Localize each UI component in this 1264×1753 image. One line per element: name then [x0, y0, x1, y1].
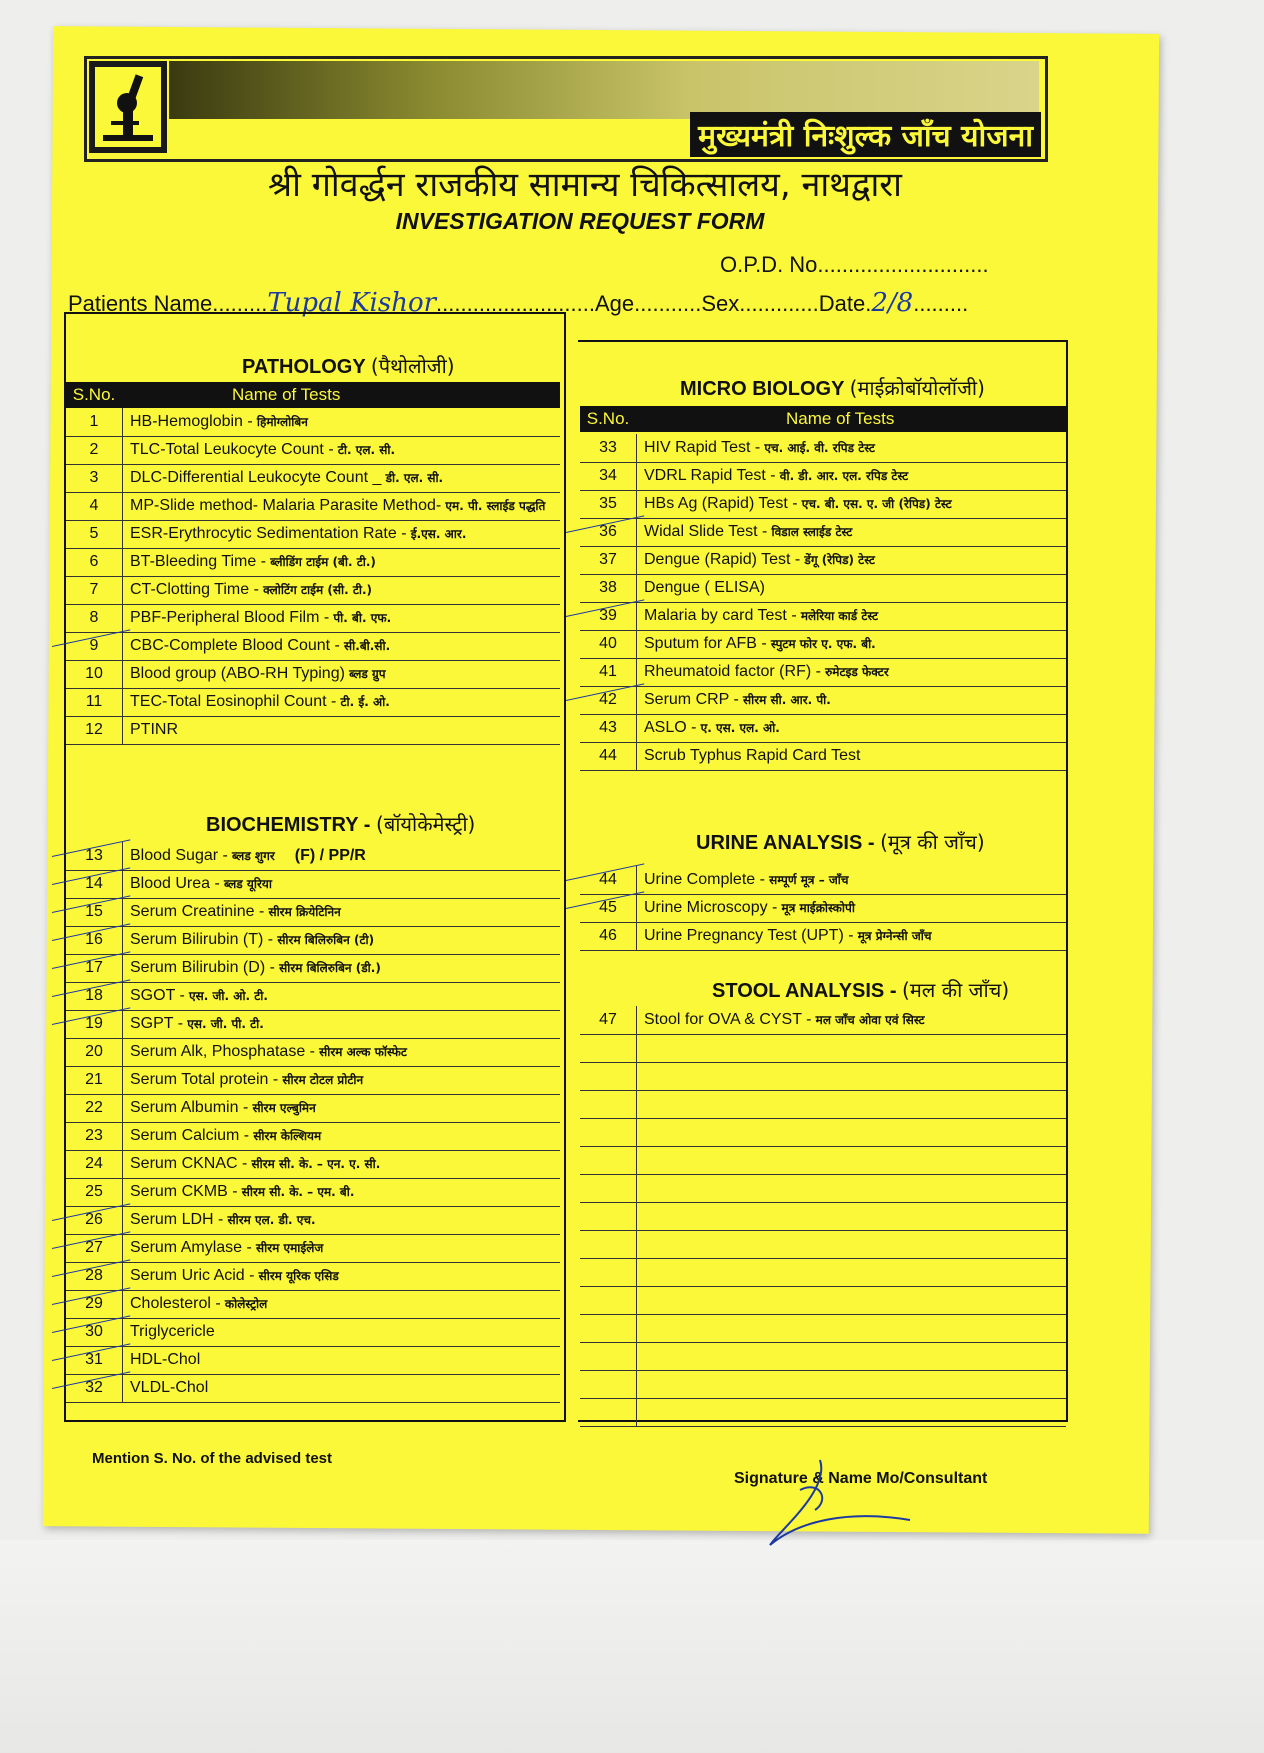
test-name-hindi: सीरम सी. के. – एन. ए. सी.: [247, 1157, 381, 1171]
test-name-hindi: एम. पी. स्लाईड पद्धति: [441, 499, 546, 513]
row-serial-number: 8: [66, 604, 123, 632]
row-test-name: [130, 1290, 267, 1318]
table-row: [580, 574, 1066, 603]
row-test-name: [644, 686, 831, 714]
row-test-name: [644, 434, 875, 462]
row-serial-number: [580, 1090, 637, 1118]
test-name-english: ASLO -: [644, 719, 697, 736]
test-name-hindi: सी.बी.सी.: [339, 639, 391, 653]
table-row: [66, 1234, 560, 1263]
table-row: [66, 632, 560, 661]
test-name-english: Serum LDH -: [130, 1211, 224, 1228]
row-serial-number: [580, 1370, 637, 1398]
test-name-english: Blood group (ABO-RH Typing): [130, 665, 345, 682]
scheme-title: मुख्यमंत्री निःशुल्क जाँच योजना: [690, 112, 1041, 157]
test-name-english: HB-Hemoglobin -: [130, 413, 253, 430]
test-name-hindi: ब्लड ग्रुप: [344, 667, 386, 681]
row-serial-number: 15: [66, 898, 123, 926]
test-name-english: CT-Clotting Time -: [130, 581, 259, 598]
table-row: [580, 602, 1066, 631]
test-name-hindi: एस. जी. ओ. टी.: [184, 989, 268, 1003]
header-banner: [84, 56, 1048, 162]
microbiology-title: MICRO BIOLOGY (माईक्रोबॉयोलॉजी): [680, 376, 985, 400]
test-name-hindi: सीरम एल्बुमिन: [248, 1101, 316, 1115]
empty-row: [580, 1146, 1066, 1175]
age-label: Age: [594, 291, 635, 316]
table-row: [580, 866, 1066, 895]
test-name-english: PBF-Peripheral Blood Film -: [130, 609, 330, 626]
table-row: [66, 716, 560, 745]
opd-field: O.P.D. No............................: [720, 252, 989, 277]
row-serial-number: 44: [580, 866, 637, 894]
row-test-name: [644, 866, 849, 894]
row-serial-number: 32: [66, 1374, 123, 1402]
test-name-hindi: विडाल स्लाईड टेस्ट: [767, 525, 853, 539]
row-test-name: [130, 926, 374, 954]
test-name-english: Serum Amylase -: [130, 1239, 252, 1256]
test-name-hindi: टी. एल. सी.: [333, 443, 396, 457]
empty-row: [580, 1398, 1066, 1427]
row-serial-number: 9: [66, 632, 123, 660]
test-name-english: VDRL Rapid Test -: [644, 467, 776, 484]
row-serial-number: 37: [580, 546, 637, 574]
row-serial-number: 16: [66, 926, 123, 954]
row-test-name: [644, 630, 876, 658]
test-name-english: DLC-Differential Leukocyte Count _: [130, 469, 382, 486]
stool-title: STOOL ANALYSIS - (मल की जाँच): [712, 978, 1010, 1002]
row-serial-number: [580, 1118, 637, 1146]
test-name-hindi: एच. आई. वी. रपिड टेस्ट: [760, 441, 875, 455]
row-serial-number: 23: [66, 1122, 123, 1150]
sex-label: Sex: [701, 291, 740, 316]
row-test-name: [130, 492, 545, 520]
row-serial-number: 2: [66, 436, 123, 464]
row-serial-number: 21: [66, 1066, 123, 1094]
row-serial-number: 19: [66, 1010, 123, 1038]
row-test-name: [644, 518, 852, 546]
row-test-name: [644, 714, 780, 742]
test-name-english: Blood Urea -: [130, 875, 220, 892]
signature-scribble: [760, 1450, 920, 1560]
table-row: [66, 1290, 560, 1319]
row-test-name: [130, 898, 341, 926]
table-row: [580, 894, 1066, 923]
table-row: [66, 1346, 560, 1375]
table-row: [66, 1150, 560, 1179]
test-name-hindi: वी. डी. आर. एल. रपिड टेस्ट: [775, 469, 909, 483]
test-name-english: HDL-Chol: [130, 1351, 201, 1368]
row-serial-number: [580, 1258, 637, 1286]
row-serial-number: 42: [580, 686, 637, 714]
empty-row: [580, 1258, 1066, 1287]
table-row: [580, 686, 1066, 715]
empty-row: [580, 1370, 1066, 1399]
test-name-english: BT-Bleeding Time -: [130, 553, 267, 570]
test-name-english: Serum Total protein -: [130, 1071, 279, 1088]
row-test-name: [130, 1122, 321, 1150]
table-row: [66, 870, 560, 899]
test-name-english: Malaria by card Test -: [644, 607, 797, 624]
test-name-hindi: सीरम एमाईलेज: [251, 1241, 324, 1255]
row-serial-number: 28: [66, 1262, 123, 1290]
test-name-english: Serum Albumin -: [130, 1099, 249, 1116]
row-test-name: [130, 1094, 316, 1122]
test-name-hindi: डी. एल. सी.: [381, 471, 444, 485]
row-test-name: [130, 436, 395, 464]
test-name-hindi: सीरम बिलिरुबिन (टी): [273, 933, 375, 947]
row-test-name: [130, 1234, 323, 1262]
table-row: [66, 604, 560, 633]
microscope-icon: [89, 61, 167, 153]
test-name-hindi: स्पुटम फोर ए. एफ. बी.: [766, 637, 876, 651]
empty-row: [580, 1062, 1066, 1091]
row-serial-number: 26: [66, 1206, 123, 1234]
row-test-name: [130, 632, 390, 660]
empty-row: [580, 1202, 1066, 1231]
test-name-hindi: रुमेटइड फेक्टर: [820, 665, 889, 679]
test-name-hindi: एस. जी. पी. टी.: [183, 1017, 264, 1031]
table-row: [66, 1206, 560, 1235]
test-name-english: Cholesterol -: [130, 1295, 221, 1312]
table-row: [66, 1262, 560, 1291]
row-serial-number: 36: [580, 518, 637, 546]
test-name-hindi: सीरम यूरिक एसिड: [254, 1269, 339, 1283]
table-row: [66, 436, 560, 465]
table-row: [580, 922, 1066, 951]
row-serial-number: 39: [580, 602, 637, 630]
table-row: [580, 630, 1066, 659]
pathology-header-bar: S.No. Name of Tests: [66, 382, 560, 408]
test-name-hindi: ब्लड शुगर: [227, 849, 275, 863]
test-name-hindi: सीरम केल्शियम: [249, 1129, 322, 1143]
row-serial-number: [580, 1230, 637, 1258]
row-test-name: [130, 1066, 363, 1094]
table-row: [580, 742, 1066, 771]
row-test-name: [130, 1150, 380, 1178]
table-row: [66, 1066, 560, 1095]
row-serial-number: 20: [66, 1038, 123, 1066]
test-name-english: SGPT -: [130, 1015, 184, 1032]
row-serial-number: 46: [580, 922, 637, 950]
empty-row: [580, 1314, 1066, 1343]
row-test-name: [130, 842, 366, 870]
row-test-name: [130, 520, 466, 548]
row-test-name: [130, 1038, 407, 1066]
background-plastic: [0, 1540, 1264, 1753]
date-value: 2/8: [871, 288, 914, 318]
row-serial-number: 18: [66, 982, 123, 1010]
test-name-hindi: हिमोग्लोबिन: [252, 415, 308, 429]
test-name-hindi: ई.एस. आर.: [406, 527, 467, 541]
row-serial-number: 31: [66, 1346, 123, 1374]
signature-label: Signature & Name Mo/Consultant: [734, 1470, 988, 1487]
row-serial-number: 40: [580, 630, 637, 658]
row-test-name: [644, 602, 878, 630]
table-row: [66, 1178, 560, 1207]
test-name-hindi: एच. बी. एस. ए. जी (रेपिड) टेस्ट: [797, 497, 952, 511]
patient-line: Patients Name.........Tupal Kishor..........................Age...........Sex.............Date.2/8.........: [68, 288, 969, 318]
row-serial-number: 12: [66, 716, 123, 744]
row-serial-number: 41: [580, 658, 637, 686]
test-name-english: Sputum for AFB -: [644, 635, 767, 652]
row-serial-number: [580, 1034, 637, 1062]
table-row: [66, 1122, 560, 1151]
row-test-name: [130, 1262, 339, 1290]
test-name-hindi: सीरम बिलिरुबिन (डी.): [274, 961, 381, 975]
row-serial-number: 34: [580, 462, 637, 490]
row-serial-number: 24: [66, 1150, 123, 1178]
row-serial-number: 33: [580, 434, 637, 462]
test-name-english: Serum Bilirubin (D) -: [130, 959, 275, 976]
row-test-name: [644, 574, 765, 602]
mention-note: Mention S. No. of the advised test: [92, 1450, 333, 1467]
patient-name-value: Tupal Kishor: [267, 288, 437, 318]
test-name-english: Serum CKNAC -: [130, 1155, 248, 1172]
row-test-name: [644, 1006, 925, 1034]
table-row: [66, 576, 560, 605]
row-serial-number: 5: [66, 520, 123, 548]
row-test-name: [644, 462, 908, 490]
row-test-name: [130, 660, 386, 688]
row-serial-number: 43: [580, 714, 637, 742]
table-row: [66, 408, 560, 437]
test-name-hindi: सीरम क्रियेटिनिन: [264, 905, 341, 919]
urine-title: URINE ANALYSIS - (मूत्र की जाँच): [696, 830, 985, 854]
test-name-hindi: ब्लड यूरिया: [219, 877, 272, 891]
test-name-english: Triglycericle: [130, 1323, 215, 1340]
table-row: [66, 492, 560, 521]
test-name-english: Serum Bilirubin (T) -: [130, 931, 274, 948]
row-test-name: [130, 1374, 208, 1402]
row-serial-number: 45: [580, 894, 637, 922]
row-test-name: [130, 1178, 354, 1206]
patient-name-label: Patients Name: [68, 291, 213, 316]
table-row: [580, 546, 1066, 575]
table-row: [66, 926, 560, 955]
table-row: [66, 898, 560, 927]
row-serial-number: [580, 1314, 637, 1342]
row-test-name: [130, 1206, 316, 1234]
test-name-hindi: सम्पूर्ण मूत्र – जाँच: [764, 873, 849, 887]
test-name-english: Stool for OVA & CYST -: [644, 1011, 812, 1028]
row-test-name: [130, 688, 390, 716]
row-test-name: [130, 716, 178, 744]
test-name-english: Urine Pregnancy Test (UPT) -: [644, 927, 854, 944]
row-test-name: [130, 1318, 215, 1346]
empty-row: [580, 1230, 1066, 1259]
row-serial-number: [580, 1202, 637, 1230]
row-test-name: [130, 1346, 200, 1374]
hospital-name: श्री गोवर्द्धन राजकीय सामान्य चिकित्सालय, नाथद्वारा: [268, 165, 902, 205]
table-row: [66, 1094, 560, 1123]
test-name-hindi: मल जाँच ओवा एवं सिस्ट: [811, 1013, 925, 1027]
row-serial-number: 27: [66, 1234, 123, 1262]
row-test-name: [130, 464, 443, 492]
table-row: [580, 714, 1066, 743]
row-test-name: [644, 546, 875, 574]
row-serial-number: 47: [580, 1006, 637, 1034]
row-serial-number: 30: [66, 1318, 123, 1346]
test-name-english: Rheumatoid factor (RF) -: [644, 663, 821, 680]
table-row: [580, 434, 1066, 463]
test-name-hindi: कोलेस्ट्रोल: [220, 1297, 268, 1311]
test-name-english: Widal Slide Test -: [644, 523, 768, 540]
table-row: [66, 1010, 560, 1039]
empty-row: [580, 1090, 1066, 1119]
microbiology-header-bar: S.No. Name of Tests: [580, 406, 1066, 432]
test-name-english: TEC-Total Eosinophil Count -: [130, 693, 337, 710]
table-row: [66, 688, 560, 717]
test-name-english: Serum Creatinine -: [130, 903, 265, 920]
empty-row: [580, 1034, 1066, 1063]
test-name-english: Blood Sugar -: [130, 847, 228, 864]
row-test-name: [130, 870, 272, 898]
row-serial-number: 35: [580, 490, 637, 518]
row-test-name: [644, 658, 889, 686]
row-serial-number: 10: [66, 660, 123, 688]
biochemistry-title: BIOCHEMISTRY - (बॉयोकेमेस्ट्री): [206, 812, 476, 836]
row-test-name: [130, 408, 308, 436]
row-serial-number: [580, 1174, 637, 1202]
row-serial-number: 38: [580, 574, 637, 602]
row-test-name: [130, 604, 391, 632]
row-serial-number: [580, 1342, 637, 1370]
table-row: [66, 982, 560, 1011]
test-name-english: Urine Microscopy -: [644, 899, 778, 916]
row-serial-number: 11: [66, 688, 123, 716]
test-name-hindi: सीरम सी. आर. पी.: [738, 693, 831, 707]
test-name-hindi: मूत्र प्रेग्नेन्सी जाँच: [853, 929, 932, 943]
row-serial-number: 4: [66, 492, 123, 520]
test-name-english: MP-Slide method- Malaria Parasite Method-: [130, 497, 442, 514]
test-name-english: ESR-Erythrocytic Sedimentation Rate -: [130, 525, 407, 542]
table-row: [580, 1006, 1066, 1035]
test-name-english: Serum CKMB -: [130, 1183, 238, 1200]
test-name-english: SGOT -: [130, 987, 185, 1004]
table-row: [580, 518, 1066, 547]
test-extra-options: (F) / PP/R: [294, 847, 366, 864]
row-test-name: [130, 982, 268, 1010]
pathology-title: PATHOLOGY (पैथोलोजी): [242, 354, 455, 378]
row-serial-number: 29: [66, 1290, 123, 1318]
empty-row: [580, 1174, 1066, 1203]
empty-row: [580, 1118, 1066, 1147]
row-serial-number: 25: [66, 1178, 123, 1206]
test-name-english: HIV Rapid Test -: [644, 439, 761, 456]
table-row: [66, 464, 560, 493]
test-name-hindi: सीरम सी. के. – एम. बी.: [237, 1185, 355, 1199]
date-label: Date: [818, 291, 866, 316]
test-name-hindi: टी. ई. ओ.: [336, 695, 390, 709]
row-test-name: [130, 1010, 264, 1038]
test-name-hindi: ए. एस. एल. ओ.: [696, 721, 780, 735]
test-name-english: Serum Alk, Phosphatase -: [130, 1043, 315, 1060]
row-serial-number: 14: [66, 870, 123, 898]
empty-row: [580, 1286, 1066, 1315]
test-name-hindi: मलेरिया कार्ड टेस्ट: [796, 609, 879, 623]
row-test-name: [644, 922, 931, 950]
empty-row: [580, 1342, 1066, 1371]
table-row: [66, 520, 560, 549]
test-name-english: CBC-Complete Blood Count -: [130, 637, 340, 654]
row-test-name: [644, 742, 860, 770]
table-row: [580, 462, 1066, 491]
form-title: INVESTIGATION REQUEST FORM: [395, 208, 765, 234]
row-serial-number: 6: [66, 548, 123, 576]
test-name-hindi: ब्लीडिंग टाईम (बी. टी.): [266, 555, 376, 569]
row-serial-number: [580, 1146, 637, 1174]
table-row: [580, 658, 1066, 687]
table-row: [66, 1038, 560, 1067]
test-name-hindi: पी. बी. एफ.: [329, 611, 392, 625]
row-serial-number: 1: [66, 408, 123, 436]
test-name-hindi: सीरम एल. डी. एच.: [223, 1213, 316, 1227]
row-test-name: [130, 548, 376, 576]
test-name-hindi: सीरम अल्क फॉस्फेट: [314, 1045, 407, 1059]
row-serial-number: 13: [66, 842, 123, 870]
table-row: [66, 1374, 560, 1403]
test-name-hindi: डेंगू (रेपिड) टेस्ट: [800, 553, 875, 567]
table-row: [66, 1318, 560, 1347]
test-name-english: Dengue ( ELISA): [644, 579, 765, 596]
row-serial-number: [580, 1398, 637, 1426]
row-serial-number: [580, 1286, 637, 1314]
row-serial-number: 17: [66, 954, 123, 982]
table-row: [66, 842, 560, 871]
test-name-english: Serum Uric Acid -: [130, 1267, 255, 1284]
test-name-english: VLDL-Chol: [130, 1379, 209, 1396]
row-test-name: [130, 576, 372, 604]
row-serial-number: [580, 1062, 637, 1090]
test-name-english: Serum Calcium -: [130, 1127, 250, 1144]
test-name-english: HBs Ag (Rapid) Test -: [644, 495, 798, 512]
row-test-name: [644, 894, 855, 922]
row-serial-number: 3: [66, 464, 123, 492]
test-name-english: PTINR: [130, 721, 178, 738]
test-name-hindi: क्लोटिंग टाईम (सी. टी.): [258, 583, 373, 597]
table-row: [66, 660, 560, 689]
test-name-english: Urine Complete -: [644, 871, 765, 888]
table-row: [66, 548, 560, 577]
row-test-name: [644, 490, 952, 518]
table-row: [66, 954, 560, 983]
table-row: [580, 490, 1066, 519]
test-name-hindi: मूत्र माईक्रोस्कोपी: [777, 901, 855, 915]
banner-gradient: [169, 61, 1039, 119]
test-name-english: Serum CRP -: [644, 691, 739, 708]
row-serial-number: 44: [580, 742, 637, 770]
test-name-english: TLC-Total Leukocyte Count -: [130, 441, 334, 458]
test-name-english: Scrub Typhus Rapid Card Test: [644, 747, 861, 764]
row-serial-number: 7: [66, 576, 123, 604]
row-serial-number: 22: [66, 1094, 123, 1122]
row-test-name: [130, 954, 381, 982]
test-name-english: Dengue (Rapid) Test -: [644, 551, 801, 568]
test-name-hindi: सीरम टोटल प्रोटीन: [278, 1073, 364, 1087]
